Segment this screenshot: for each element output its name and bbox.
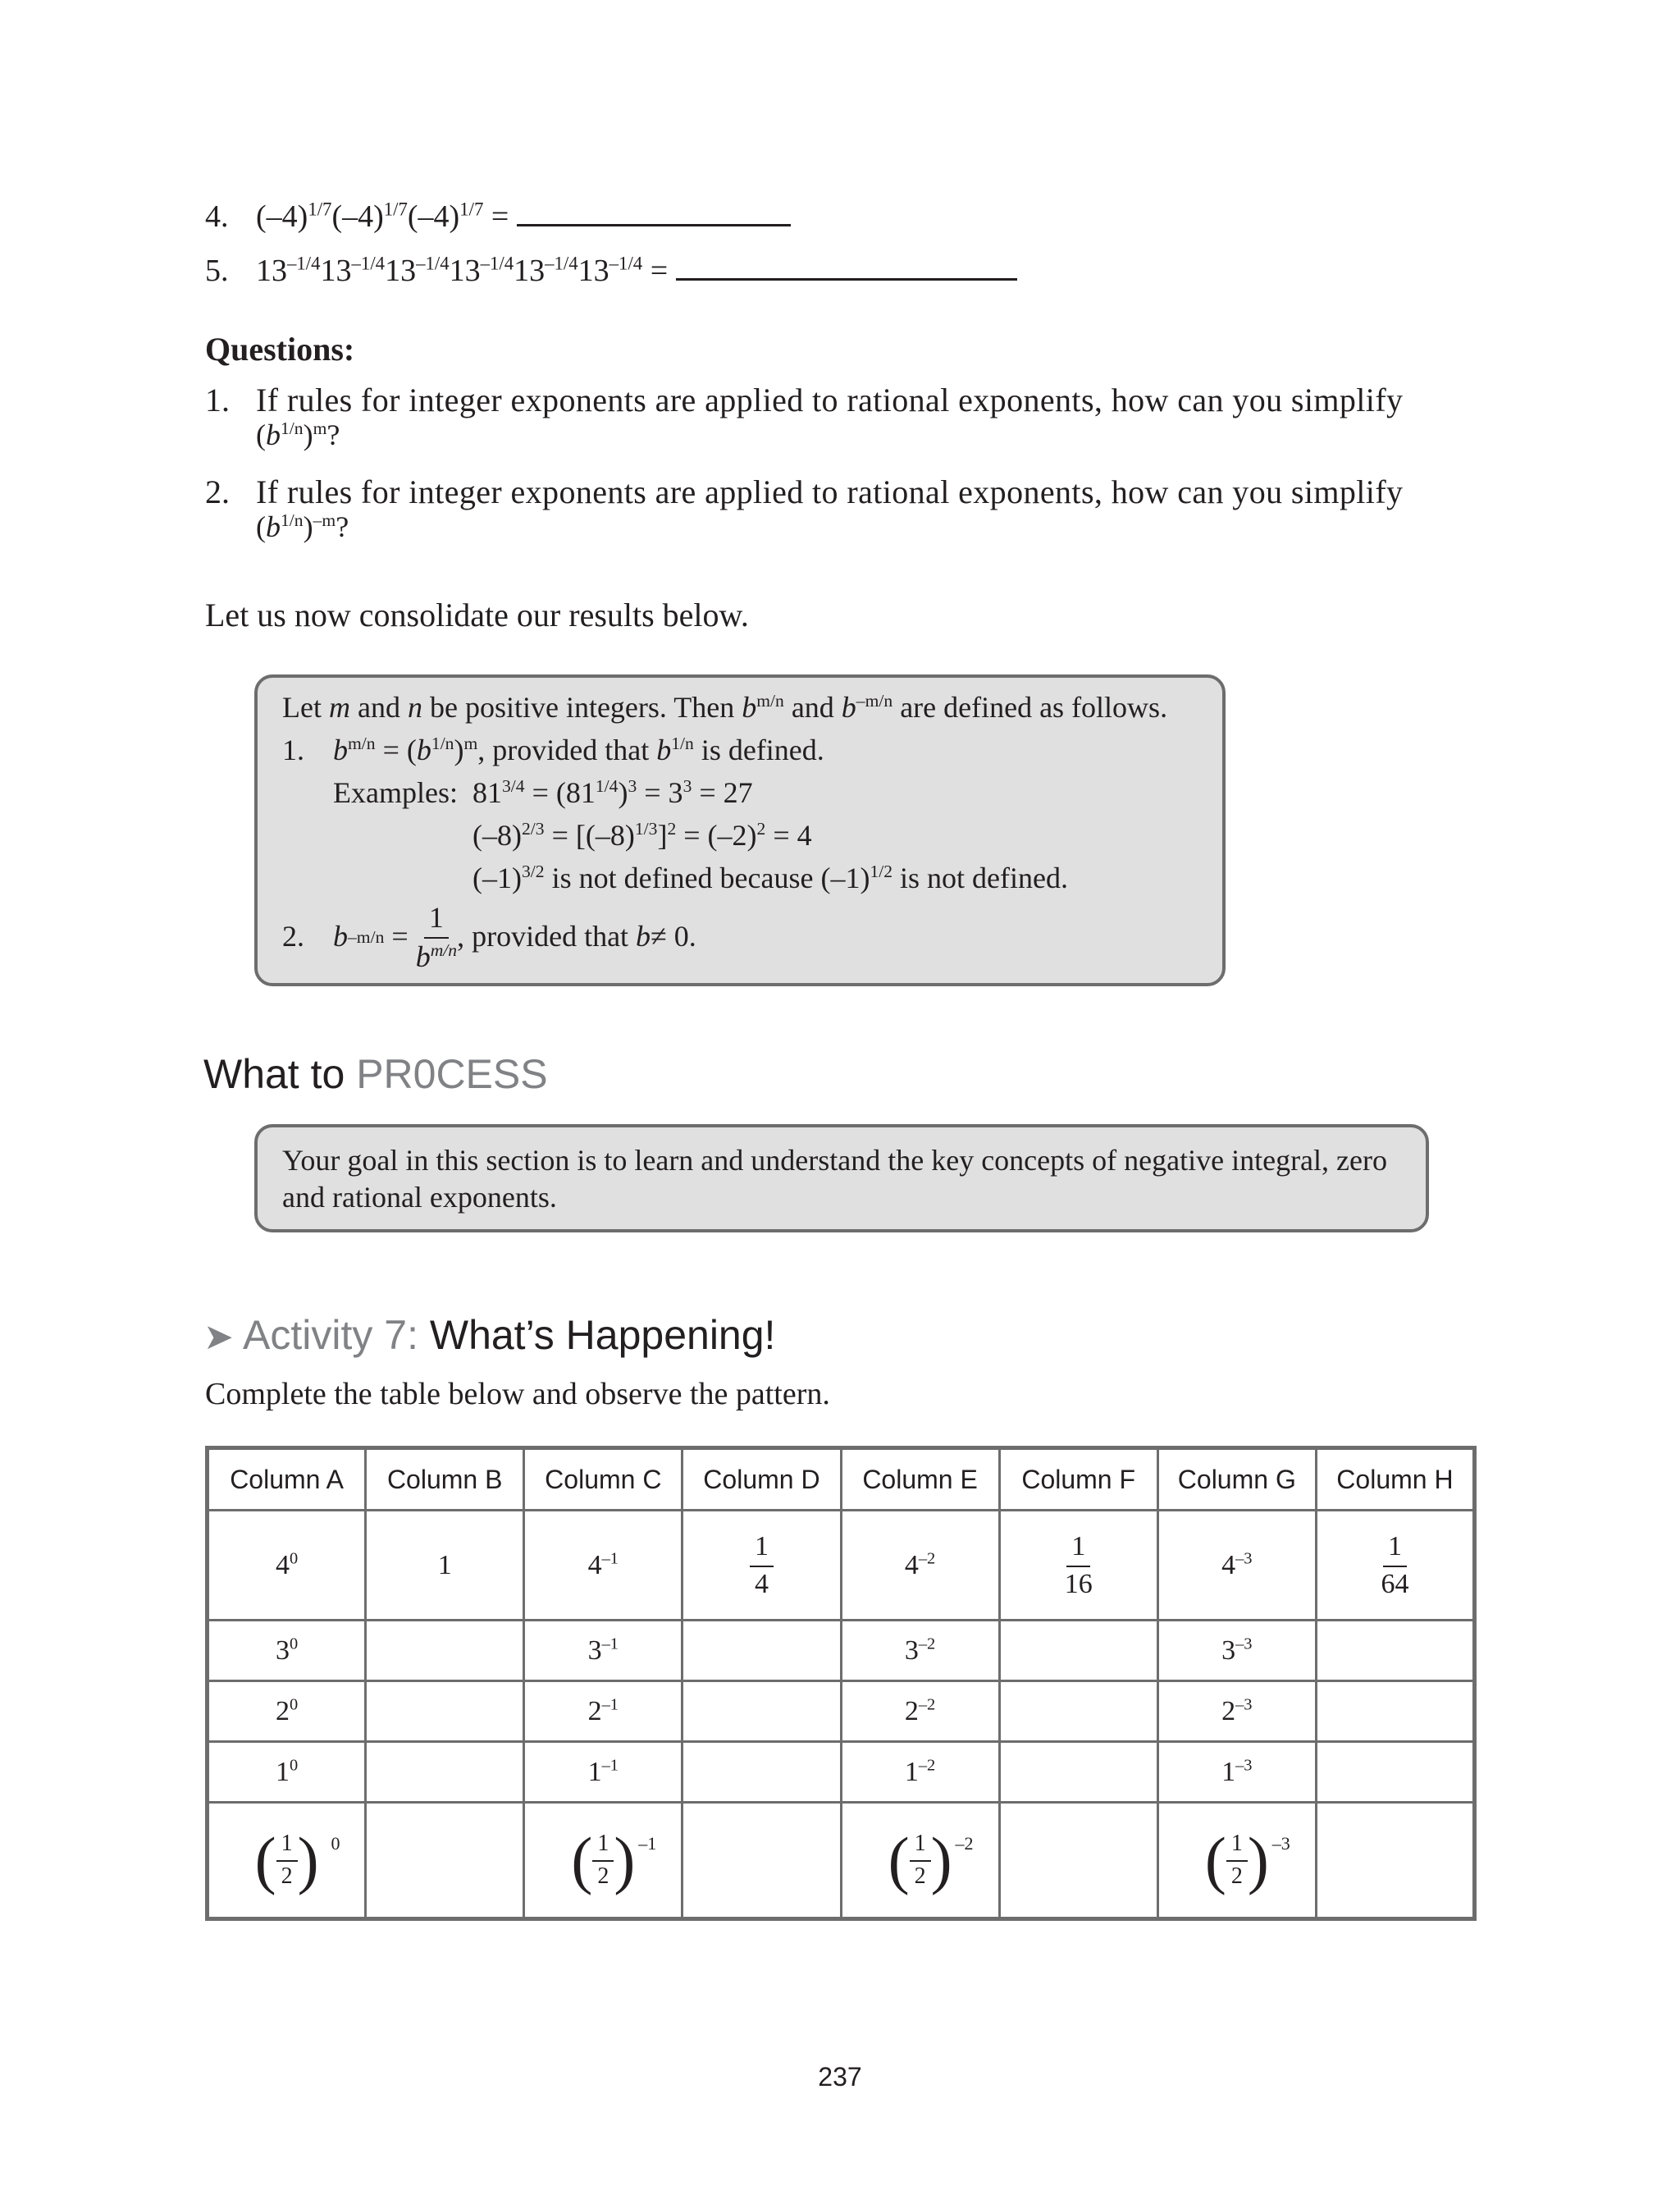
exercise-term: $(-4)^{1/7}$ [407,199,484,234]
answer-cell[interactable] [999,1803,1157,1919]
table-row [208,1511,1475,1621]
column-header: Column E [841,1448,999,1511]
activity-label: Activity 7: [243,1312,418,1358]
definition-intro: Let m and n be positive integers. Then $b^{m/n}$ and $b^{-m/n}$ are defined as follows. [282,691,1168,724]
equals-sign: = [491,199,509,234]
table-cell: 1 [366,1511,524,1621]
answer-cell[interactable] [682,1803,841,1919]
table-cell: $2^0$ [208,1681,366,1742]
table-cell: $4^{-1}$ [524,1511,682,1621]
table-cell: $3^0$ [208,1621,366,1681]
table-cell: $3^{-1}$ [524,1621,682,1681]
exercise-term: $(-4)^{1/7}$ [256,199,332,234]
definition-example-2: $(-8)^{2/3} = [(-8)^{1/3}]^2 = (-2)^2 = 4$ [472,819,812,852]
exercise-term: $13^{-1/4}$ [320,253,386,288]
definition-rule-2: 2. b –m/n = $\frac{1}{b^{m/n}}$ , provided that b ≠ 0. [282,901,696,973]
exercise-term: $13^{-1/4}$ [385,253,450,288]
answer-cell[interactable] [999,1742,1157,1803]
exercise-number: 5. [205,254,229,288]
exercise-4 [205,199,791,235]
answer-cell[interactable] [366,1621,524,1681]
answer-cell[interactable] [682,1681,841,1742]
definition-example-3: $(-1)^{3/2}$ is not defined because $(-1)^{1/2}$ is not defined. [472,862,1069,894]
column-header: Column C [524,1448,682,1511]
column-header: Column F [999,1448,1157,1511]
answer-cell[interactable] [366,1742,524,1803]
goal-box [254,1124,1429,1232]
table-cell: $2^{-3}$ [1157,1681,1316,1742]
table-cell: $4^{-3}$ [1157,1511,1316,1621]
table-cell: $2^{-1}$ [524,1681,682,1742]
exercise-term: $13^{-1/4}$ [256,253,321,288]
questions-heading: Questions: [205,331,355,368]
exercise-5 [205,253,1017,289]
answer-cell[interactable] [366,1681,524,1742]
table-cell: $1^{-2}$ [841,1742,999,1803]
question-2 [205,473,1485,543]
activity-instructions: Complete the table below and observe the pattern. [205,1377,830,1411]
column-header: Column B [366,1448,524,1511]
table-cell: $4^{-2}$ [841,1511,999,1621]
pattern-table [205,1446,1477,1921]
question-number: 1. [205,382,230,418]
rule-2-fraction: $\frac{1}{b^{m/n}}$ [415,901,458,973]
definition-box [254,674,1226,986]
table-cell: $2^{-2}$ [841,1681,999,1742]
table-cell: ( $\frac{1}{2}$ ) –3 [1157,1803,1316,1919]
question-number: 2. [205,473,230,510]
answer-cell[interactable] [366,1803,524,1919]
table-cell: $1^{-1}$ [524,1742,682,1803]
question-expression: $(b^{1/n})^{-m}$? [256,510,349,543]
column-header: Column D [682,1448,841,1511]
table-cell: $1^0$ [208,1742,366,1803]
column-header: Column H [1316,1448,1474,1511]
table-row [208,1621,1475,1681]
goal-text: Your goal in this section is to learn and understand the key concepts of negative integral, zero and rational exponents. [282,1144,1387,1214]
answer-cell[interactable] [999,1681,1157,1742]
question-1 [205,384,1485,450]
answer-cell[interactable] [682,1621,841,1681]
question-text: If rules for integer exponents are applied to rational exponents, how can you simplify [256,382,1404,418]
table-header-row [208,1448,1475,1511]
exercise-term: $13^{-1/4}$ [449,253,514,288]
table-cell: $4^0$ [208,1511,366,1621]
activity-title: What’s Happening! [429,1312,776,1358]
answer-cell[interactable] [1316,1742,1474,1803]
answer-cell[interactable] [1316,1621,1474,1681]
answer-cell[interactable] [999,1621,1157,1681]
answer-blank[interactable] [517,224,791,226]
arrow-icon: ➤ [203,1317,234,1357]
exercise-term: $13^{-1/4}$ [578,253,643,288]
page-number: 237 [818,2062,862,2092]
equals-sign: = [650,254,669,288]
question-text: If rules for integer exponents are applied to rational exponents, how can you simplify [256,473,1404,510]
table-row [208,1681,1475,1742]
table-cell: ( $\frac{1}{2}$ ) –1 [524,1803,682,1919]
exercise-term: $(-4)^{1/7}$ [331,199,408,234]
answer-blank[interactable] [676,278,1017,281]
table-cell: $3^{-2}$ [841,1621,999,1681]
process-section-title: What to PR0CESS [203,1051,548,1097]
activity-heading [203,1311,775,1359]
column-header: Column G [1157,1448,1316,1511]
table-cell: $\frac{1}{4}$ [682,1511,841,1621]
table-cell: ( $\frac{1}{2}$ ) 0 [208,1803,366,1919]
answer-cell[interactable] [1316,1803,1474,1919]
question-expression: $(b^{1/n})^m$? [256,418,340,451]
table-cell: $1^{-3}$ [1157,1742,1316,1803]
table-row [208,1742,1475,1803]
answer-cell[interactable] [682,1742,841,1803]
table-row [208,1803,1475,1919]
column-header: Column A [208,1448,366,1511]
definition-rule-1: 1. $b^{m/n} = (b^{1/n})^m$, provided that $b^{1/n}$ is defined. [282,734,824,766]
definition-example-1: Examples: $81^{3/4} = (81^{1/4})^3 = 3^3 = 27$ [333,776,753,809]
consolidate-text: Let us now consolidate our results below. [205,597,749,633]
table-cell: ( $\frac{1}{2}$ ) –2 [841,1803,999,1919]
exercise-term: $13^{-1/4}$ [514,253,578,288]
table-cell: $3^{-3}$ [1157,1621,1316,1681]
table-cell: $\frac{1}{64}$ [1316,1511,1474,1621]
answer-cell[interactable] [1316,1681,1474,1742]
table-cell: $\frac{1}{16}$ [999,1511,1157,1621]
exercise-number: 4. [205,199,229,234]
